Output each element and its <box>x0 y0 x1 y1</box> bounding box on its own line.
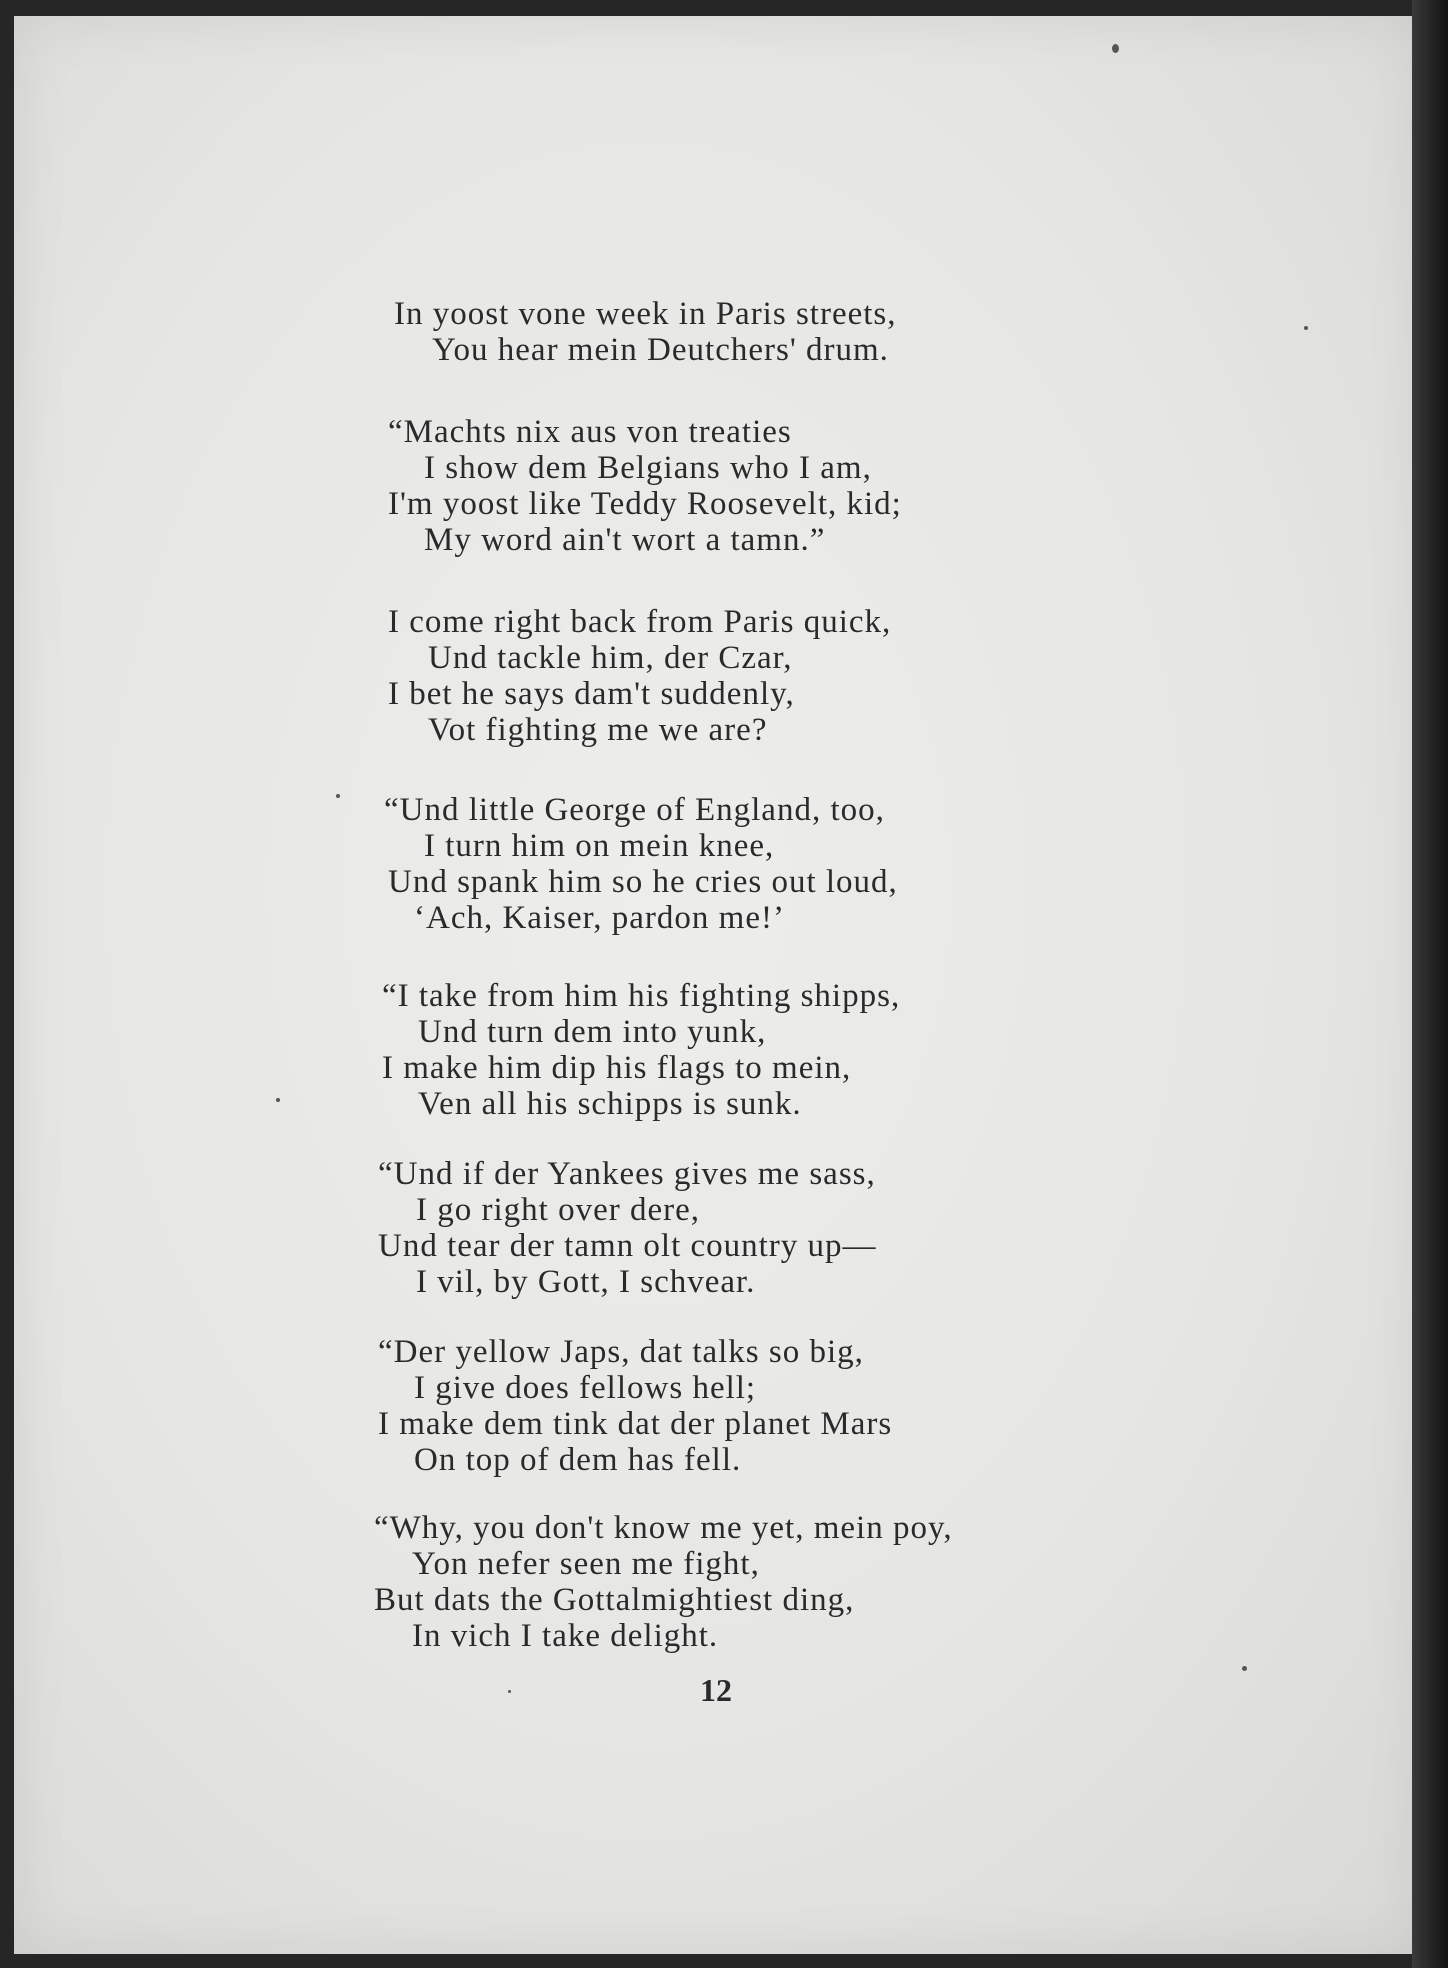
poem-line: I bet he says dam't suddenly, <box>388 676 795 712</box>
scan-speck <box>336 794 340 798</box>
poem-line: I vil, by Gott, I schvear. <box>416 1264 756 1300</box>
scan-speck <box>1112 44 1119 53</box>
book-page <box>14 16 1420 1954</box>
poem-line: “Machts nix aus von treaties <box>388 414 792 450</box>
poem-line: I come right back from Paris quick, <box>388 604 892 640</box>
poem-line: I show dem Belgians who I am, <box>424 450 872 486</box>
scan-speck <box>1242 1666 1247 1671</box>
page-number: 12 <box>700 1672 732 1708</box>
poem-line: “Why, you don't know me yet, mein poy, <box>374 1510 953 1546</box>
poem-text <box>14 16 1420 1954</box>
poem-line: I turn him on mein knee, <box>424 828 775 864</box>
poem-line: But dats the Gottalmightiest ding, <box>374 1582 855 1618</box>
poem-line: Vot fighting me we are? <box>428 712 768 748</box>
poem-line: Ven all his schipps is sunk. <box>418 1086 802 1122</box>
poem-line: Und tear der tamn olt country up— <box>378 1228 877 1264</box>
poem-line: Und turn dem into yunk, <box>418 1014 767 1050</box>
poem-line: In vich I take delight. <box>412 1618 719 1654</box>
poem-line: I make him dip his flags to mein, <box>382 1050 852 1086</box>
poem-line: Yon nefer seen me fight, <box>412 1546 760 1582</box>
poem-line: On top of dem has fell. <box>414 1442 742 1478</box>
poem-line: “I take from him his fighting shipps, <box>382 978 901 1014</box>
poem-line: I make dem tink dat der planet Mars <box>378 1406 893 1442</box>
poem-line: I go right over dere, <box>416 1192 700 1228</box>
poem-line: I give does fellows hell; <box>414 1370 757 1406</box>
scan-speck <box>508 1690 511 1693</box>
poem-line: You hear mein Deutchers' drum. <box>432 332 889 368</box>
poem-line: “Und if der Yankees gives me sass, <box>378 1156 876 1192</box>
scan-speck <box>1304 326 1308 330</box>
scan-speck <box>276 1098 280 1102</box>
poem-line: “Und little George of England, too, <box>384 792 885 828</box>
poem-line: “Der yellow Japs, dat talks so big, <box>378 1334 864 1370</box>
poem-line: I'm yoost like Teddy Roosevelt, kid; <box>388 486 902 522</box>
book-binding-edge <box>1412 0 1448 1968</box>
poem-line: ‘Ach, Kaiser, pardon me!’ <box>414 900 785 936</box>
poem-line: In yoost vone week in Paris streets, <box>394 296 897 332</box>
poem-line: Und tackle him, der Czar, <box>428 640 793 676</box>
poem-line: My word ain't wort a tamn.” <box>424 522 826 558</box>
poem-line: Und spank him so he cries out loud, <box>388 864 898 900</box>
